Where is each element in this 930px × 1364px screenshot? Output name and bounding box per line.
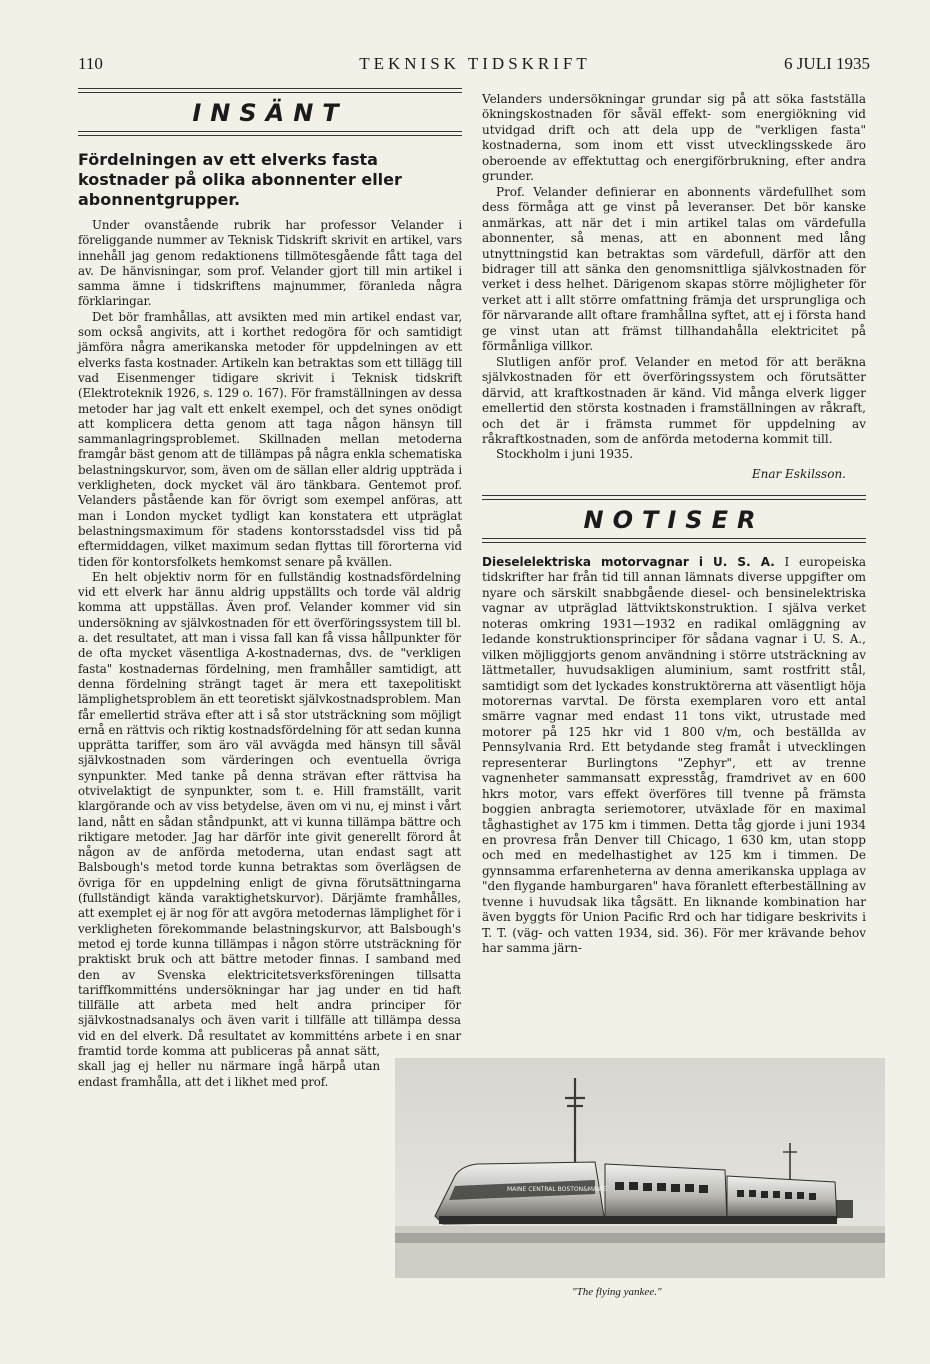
article-paragraph-4: Velanders undersökningar grundar sig på att söka fastställa ökningskostnaden för såväl effekt- som energiökning vid utvidgad drift och att dela upp de "verkligen fasta" kostnaderna, som inom ett visst utvecklingsskede äro oberoende av effektuttag och energiförbrukning, efter andra grunder. <box>482 92 866 184</box>
article-paragraph-5: Prof. Velander definierar en abonnents värdefullhet som dess förmåga att ge vinst på leveranser. Det bör kanske anmärkas, att när det i min artikel talas om värdefulla abonnenter, så menas, att en abonnent med lång utnyttningstid kan betraktas som värdefull, därför att den bidrager till att sänka den genomsnittliga självkostnaden för verket i dess helhet. Därigenom skapas större möjligheter för verket att i allt större omfattning främja det ursprungliga och för närvarande allt oftare framhållna syftet, att ej i första hand ge vinst utan att främst tillhandahålla elektricitet på förmånliga villkor. <box>482 184 866 354</box>
train-photo <box>395 1058 885 1278</box>
page-number: 110 <box>78 54 103 73</box>
train-sign: MAINE CENTRAL BOSTON&MAINE <box>507 1186 608 1193</box>
track-bed <box>395 1233 885 1243</box>
article-paragraph-1: Under ovanstående rubrik har professor Velander i föreliggande nummer av Teknisk Tidskrift skrivit en artikel, vars innehåll jag genom redaktionens tillmötesgående fått taga del av. De hänvisningar, som prof. Velander gjort till min artikel i samma ämne i tidskriftens majnummer, föranleda några förklaringar. <box>78 218 462 309</box>
dateline: Stockholm i juni 1935. <box>496 447 634 462</box>
insant-section-title: INSÄNT <box>192 99 348 127</box>
wrap-spacer <box>461 570 462 1050</box>
author-signature: Enar Eskilsson. <box>751 466 846 481</box>
notis-lead-title: Dieselelektriska motorvagnar i U. S. A. <box>482 554 775 569</box>
notiser-rule-bottom <box>482 538 866 543</box>
right-column <box>482 92 866 957</box>
article-title: Fördelningen av ett elverks fasta kostnader på olika abonnenter eller abonnentgrupper. <box>78 150 402 209</box>
train-photo-image <box>395 1058 885 1278</box>
article-paragraph-2: Det bör framhållas, att avsikten med min artikel endast var, som också angivits, att i korthet redogöra för och samtidigt jämföra några amerikanska metoder för uppdelningen av ett elverks fasta kostnader. Artikeln kan betraktas som ett tillägg till vad Eisenmenger tidigare skrivit i Teknisk tidskrift (Elektroteknik 1926, s. 129 o. 167). För framställningen av dessa metoder har jag valt ett enkelt exempel, och det synes onödigt att komplicera detta genom att taga någon hänsyn till sammanlagringsproblemet. Skillnaden mellan metoderna framgår bäst genom att de tillämpas på några enkla schematiska belastningskurvor, som, även om de sällan eller aldrig uppträda i verkligheten, dock mycket väl äro tänkbara. Gentemot prof. Velanders påstående kan för övrigt som exempel anföras, att man i London mycket tydligt kan konstatera ett utpräglat belastningsmaximum för stadens kontorsstadsdel viss tid på eftermiddagen, vilket maximum sedan flyttas till förorterna vid tiden för kontorsfolkets hemkomst senare på kvällen. <box>78 309 462 569</box>
article-paragraph-3-wrap <box>78 570 462 1090</box>
notiser-section-title: NOTISER <box>583 505 765 534</box>
article-paragraph-6: Slutligen anför prof. Velander en metod för att beräkna självkostnaden för ett överföringssystem och förutsätter därvid, att kraftkostnaden är känd. Vid många elverk ligger emellertid den största kostnaden i framställningen av råkraft, och det är i främsta rummet för uppdelning av råkraftkostnaden, som de anförda metoderna kommit till. <box>482 354 866 446</box>
issue-date: 6 JULI 1935 <box>784 54 870 73</box>
notis-paragraph <box>482 555 866 957</box>
article-paragraph-3: En helt objektiv norm för en fullständig kostnadsfördelning vid ett elverk har ännu aldrig uppställts och torde väl aldrig komma att uppställas. Även prof. Velander kommer vid sin undersökning av självkostnaden för ett överföringssystem till bl. a. det resultatet, att man i vissa fall kan få vissa hållpunkter för de ofta mycket väsentliga A-kostnadernas, dvs. de "verkligen fasta" kostnadernas fördelning, men framhåller samtidigt, att denna fördelning strängt taget är mera ett taxepolitiskt lämplighetsproblem än ett teoretiskt självkostnadsproblem. Man får emellertid sträva efter att i så stor utsträckning som möjligt ernå en rättvis och riktig kostnadsfördelning för att sedan kunna upprätta tariffer, som äro väl avvägda med hänsyn till såväl självkostnaden som värderingen och eventuella övriga synpunkter. Med tanke på denna strävan efter rättvisa ha otvivelaktigt de synpunkter, som t. e. Hill framställt, varit klargörande och av viss betydelse, även om vi nu, ej minst i vårt land, nått en sådan ståndpunkt, att vi kunna tillämpa bättre och riktigare metoder. Jag har därför inte givit generellt förord åt någon av de anförda metoderna, utan endast sagt att Balsbough's metod torde kunna betraktas som överlägsen de övriga för en uppdelning enligt de givna förutsättningarna (fullständigt kända varaktighetskurvor). Därjämte framhålles, att exemplet ej är nog för att avgöra metodernas lämplighet för i verkligheten förekommande belastningskurvor, att Balsbough's metod ej torde kunna tillämpas i någon större utsträckning för praktiskt bruk och att bättre metoder finnas. I samband med den av Svenska elektricitetsverksföreningen tillsatta tariffkommitténs undersökningar har jag under en tid haft tillfälle att arbeta med helt andra principer för självkostnadsanalys och även varit i tillfälle att tillämpa dessa vid en del elverk. Då resultatet av kommitténs arbete i en snar framtid torde komma att publiceras på annat sätt, skall jag ej heller nu närmare ingå härpå utan endast framhålla, att det i likhet med prof. <box>78 569 461 1089</box>
photo-caption: "The flying yankee." <box>572 1286 662 1298</box>
section-rule-bottom <box>78 131 462 136</box>
notis-body: I europeiska tidskrifter har från tid till annan lämnats diverse uppgifter om nyare och särskilt snabbgående diesel- och bensinelektriska vagnar av utpräglad lättviktskonstruktion. I själva verket noteras omkring 1931—1932 en radikal omläggning av ledande konstruktionsprinciper för sådana vagnar i U. S. A., vilken möjliggjorts genom användning i större utsträckning av lättmetaller, huvudsakligen aluminium, samt rostfritt stål, samtidigt som det lyckades konstruktörerna att väsentligt höja motorernas varvtal. De första exemplaren voro ett antal smärre vagnar med endast 11 tons vikt, utrustade med motorer på 125 hkr vid 1 800 v/m, och beställda av Pennsylvania Rrd. Ett betydande steg framåt i utvecklingen representerar Burlingtons "Zephyr", ett av trenne vagnenheter sammansatt expresståg, framdrivet av en 600 hkrs motor, vars effekt överföres till tvenne på främsta boggien anbragta seriemotorer, utväxlade för en maximal tåghastighet av 175 km i timmen. Detta tåg gjorde i juni 1934 en provresa från Denver till Chicago, 1 630 km, utan stopp och med en medelhastighet av 125 km i timmen. De gynnsamma erfarenheterna av denna amerikanska upplaga av "den flygande hamburgaren" hava föranlett efterbeställning av tvenne i huvudsak lika tågsätt. En liknande kombination har även byggts för Union Pacific Rrd och har tidigare beskrivits i T. T. (väg- och vatten 1934, sid. 36). För mer krävande behov har samma järn- <box>482 554 866 956</box>
journal-title: TEKNISK TIDSKRIFT <box>359 54 591 73</box>
